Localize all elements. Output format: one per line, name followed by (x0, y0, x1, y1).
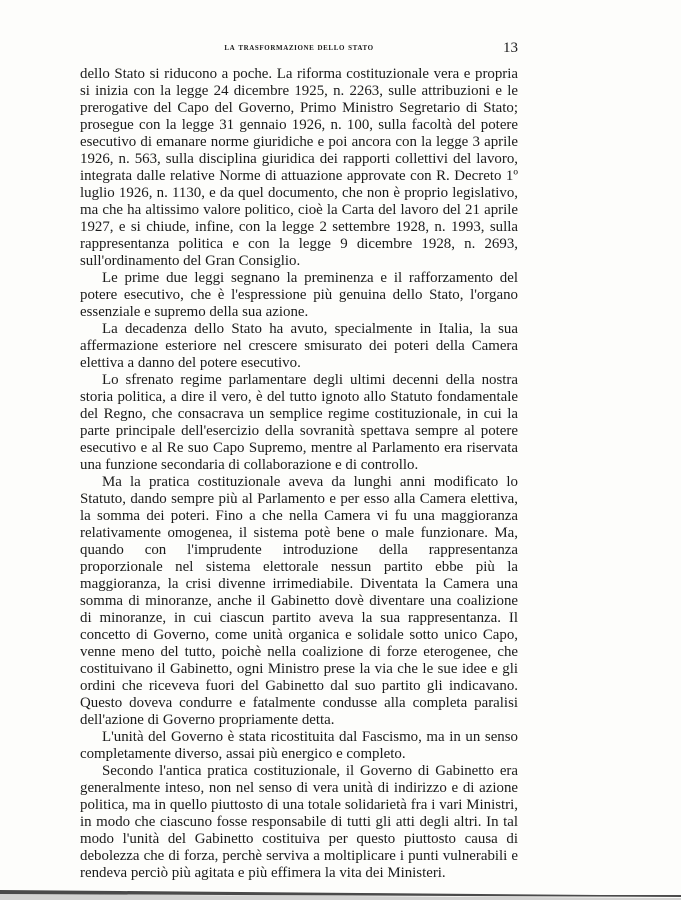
paragraph-3: La decadenza dello Stato ha avuto, specialmente in Italia, la sua affermazione esteriore nel crescere smisurato dei poteri della Camera elettiva a danno del potere esecutivo. (80, 321, 518, 371)
scan-edge-artifact (0, 881, 681, 900)
page-number: 13 (503, 40, 518, 56)
paragraph-6: L'unità del Governo è stata ricostituita dal Fascismo, ma in un senso completamente diverso, assai più energico e completo. (80, 729, 518, 762)
paragraph-7: Secondo l'antica pratica costituzionale, il Governo di Gabinetto era generalmente inteso, non nel senso di vera unità di indirizzo e di azione politica, ma in quello piuttosto di una totale solidarietà fra i vari Ministri, in modo che ciascuno fosse responsabile di tutti gli atti degli altri. In tal modo l'unità del Gabinetto costituiva per questo piuttosto causa di debolezza che di forza, perchè serviva a moltiplicare i punti vulnerabili e rendeva perciò più agitata e più effimera la vita dei Ministeri. (80, 763, 518, 881)
running-title: la trasformazione dello stato (224, 42, 374, 53)
body-text (80, 66, 518, 882)
paragraph-5: Ma la pratica costituzionale aveva da lunghi anni modificato lo Statuto, dando sempre più al Parlamento e per esso alla Camera elettiva, la somma dei poteri. Fino a che nella Camera vi fu una maggioranza relativamente omogenea, il sistema potè bene o male funzionare. Ma, quando con l'imprudente introduzione della rappresentanza proporzionale nel sistema elettorale nessun partito ebbe più la maggioranza, la crisi divenne irrimediabile. Diventata la Camera una somma di minoranze, anche il Gabinetto dovè diventare una coalizione di minoranze, in cui ciascun partito aveva la sua rappresentanza. Il concetto di Governo, come unità organica e solidale sotto unico Capo, venne meno del tutto, poichè nella coalizione di forze eterogenee, che costituivano il Gabinetto, ogni Ministro prese la via che le sue idee e gli ordini che riceveva fuori del Gabinetto dal suo partito gli indicavano. Questo doveva condurre e fatalmente condusse alla completa paralisi dell'azione di Governo propriamente detta. (80, 474, 518, 728)
paragraph-4: Lo sfrenato regime parlamentare degli ultimi decenni della nostra storia politica, a dire il vero, è del tutto ignoto allo Statuto fondamentale del Regno, che consacrava un semplice regime costituzionale, in cui la parte principale dell'esercizio della sovranità spettava sempre al potere esecutivo e al Re suo Capo Supremo, mentre al Parlamento era riservata una funzione secondaria di collaborazione e di controllo. (80, 372, 518, 473)
paragraph-2: Le prime due leggi segnano la preminenza e il rafforzamento del potere esecutivo, che è l'espressione più genuina dello Stato, l'organo essenziale e supremo della sua azione. (80, 270, 518, 320)
running-head (80, 40, 518, 60)
paragraph-1: dello Stato si riducono a poche. La riforma costituzionale vera e propria si inizia con la legge 24 dicembre 1925, n. 2263, sulle attribuzioni e le prerogative del Capo del Governo, Primo Ministro Segretario di Stato; prosegue con la legge 31 gennaio 1926, n. 100, sulla facoltà del potere esecutivo di emanare norme giuridiche e poi ancora con la legge 3 aprile 1926, n. 563, sulla disciplina giuridica dei rapporti collettivi del lavoro, integrata dalle relative Norme di attuazione approvate con R. Decreto 1º luglio 1926, n. 1130, e da quel documento, che non è proprio legislativo, ma che ha altissimo valore politico, cioè la Carta del lavoro del 21 aprile 1927, e si chiude, infine, con la legge 2 settembre 1928, n. 1993, sulla rappresentanza politica e con la legge 9 dicembre 1928, n. 2693, sull'ordinamento del Gran Consiglio. (80, 66, 518, 269)
